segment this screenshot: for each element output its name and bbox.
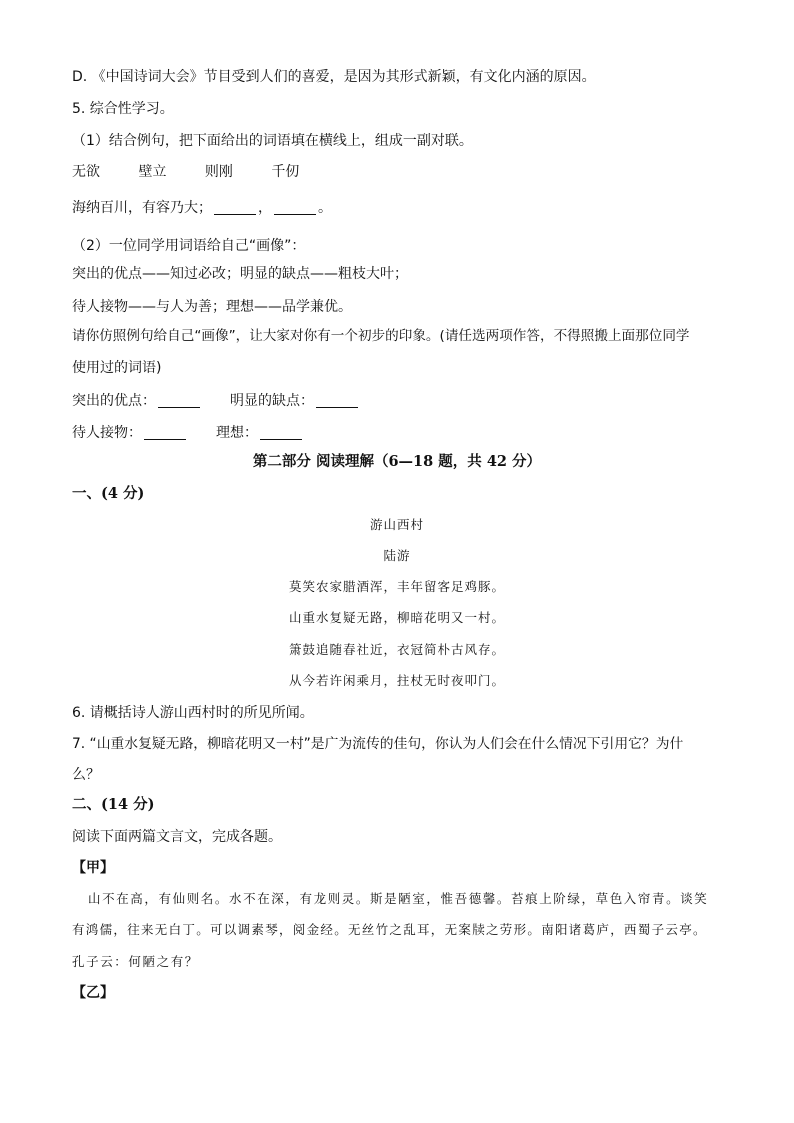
word-list	[72, 162, 333, 182]
poem-author: 陆游	[383, 548, 411, 563]
poem-line: 莫笑农家腊酒浑，丰年留客足鸡豚。	[288, 579, 505, 594]
strength-blank[interactable]	[158, 393, 200, 408]
label-weakness: 明显的缺点：	[230, 393, 314, 409]
section2-heading: 二、(14 分)	[72, 796, 155, 813]
answer-row-2	[72, 423, 304, 443]
label-strength: 突出的优点：	[72, 393, 156, 409]
couplet-start: 海纳百川，有容乃大；	[72, 200, 212, 216]
word-item: 壁立	[138, 164, 167, 180]
question-7-line-1: 7. “山重水复疑无路，柳暗花明又一村”是广为流传的佳句，你认为人们会在什么情况下引用它？为什	[72, 736, 684, 752]
question-7-line-2: 么？	[72, 767, 100, 783]
jia-text-line-3: 孔子云：何陋之有？	[72, 954, 199, 969]
jia-text-line-1: 山不在高，有仙则名。水不在深，有龙则灵。斯是陋室，惟吾德馨。苔痕上阶绿，草色入帘青。谈笑	[88, 891, 709, 906]
couplet-period: 。	[318, 200, 332, 216]
jia-label: 【甲】	[72, 860, 114, 876]
couplet-comma: ，	[258, 200, 272, 216]
couplet-line	[72, 198, 332, 218]
q5-title: 5. 综合性学习。	[72, 101, 174, 117]
poem-title: 游山西村	[369, 517, 424, 532]
poem-line: 山重水复疑无路，柳暗花明又一村。	[288, 610, 505, 625]
label-ideal: 理想：	[216, 425, 258, 441]
section2-intro: 阅读下面两篇文言文，完成各题。	[72, 829, 282, 845]
word-item: 无欲	[72, 164, 100, 180]
poem-line: 从今若许闲乘月，拄杖无时夜叩门。	[288, 673, 505, 688]
answer-row-1	[72, 391, 360, 411]
couplet-blank-2[interactable]	[274, 200, 316, 215]
word-item: 则刚	[204, 164, 233, 180]
jia-text-line-2: 有鸿儒，往来无白丁。可以调素琴，阅金经。无丝竹之乱耳，无案牍之劳形。南阳诸葛庐，西蜀子云亭。	[72, 922, 707, 937]
yi-label: 【乙】	[72, 985, 114, 1001]
q4-option-d: D. 《中国诗词大会》节目受到人们的喜爱，是因为其形式新颖，有文化内涵的原因。	[72, 69, 596, 85]
question-6: 6. 请概括诗人游山西村时的所见所闻。	[72, 705, 314, 721]
part2-heading: 第二部分 阅读理解（6—18 题，共 42 分）	[252, 453, 542, 470]
poem-line: 箫鼓追随春社近，衣冠简朴古风存。	[288, 642, 505, 657]
word-item: 千仞	[271, 164, 300, 180]
couplet-blank-1[interactable]	[214, 200, 256, 215]
section1-heading: 一、(4 分)	[72, 485, 145, 502]
example-line-2: 待人接物——与人为善；理想——品学兼优。	[72, 299, 352, 315]
manner-blank[interactable]	[144, 425, 186, 440]
instruction-line-2: 使用过的词语)	[72, 360, 162, 376]
q5-part1-prompt: （1）结合例句，把下面给出的词语填在横线上，组成一副对联。	[72, 133, 473, 149]
ideal-blank[interactable]	[260, 425, 302, 440]
q5-part2-prompt: （2）一位同学用词语给自己“画像”：	[72, 238, 306, 254]
weakness-blank[interactable]	[316, 393, 358, 408]
label-manner: 待人接物：	[72, 425, 142, 441]
instruction-line-1: 请你仿照例句给自己“画像”，让大家对你有一个初步的印象。(请任选两项作答，不得照搬上面那位同学	[72, 328, 690, 344]
example-line-1: 突出的优点——知过必改；明显的缺点——粗枝大叶；	[72, 266, 408, 282]
